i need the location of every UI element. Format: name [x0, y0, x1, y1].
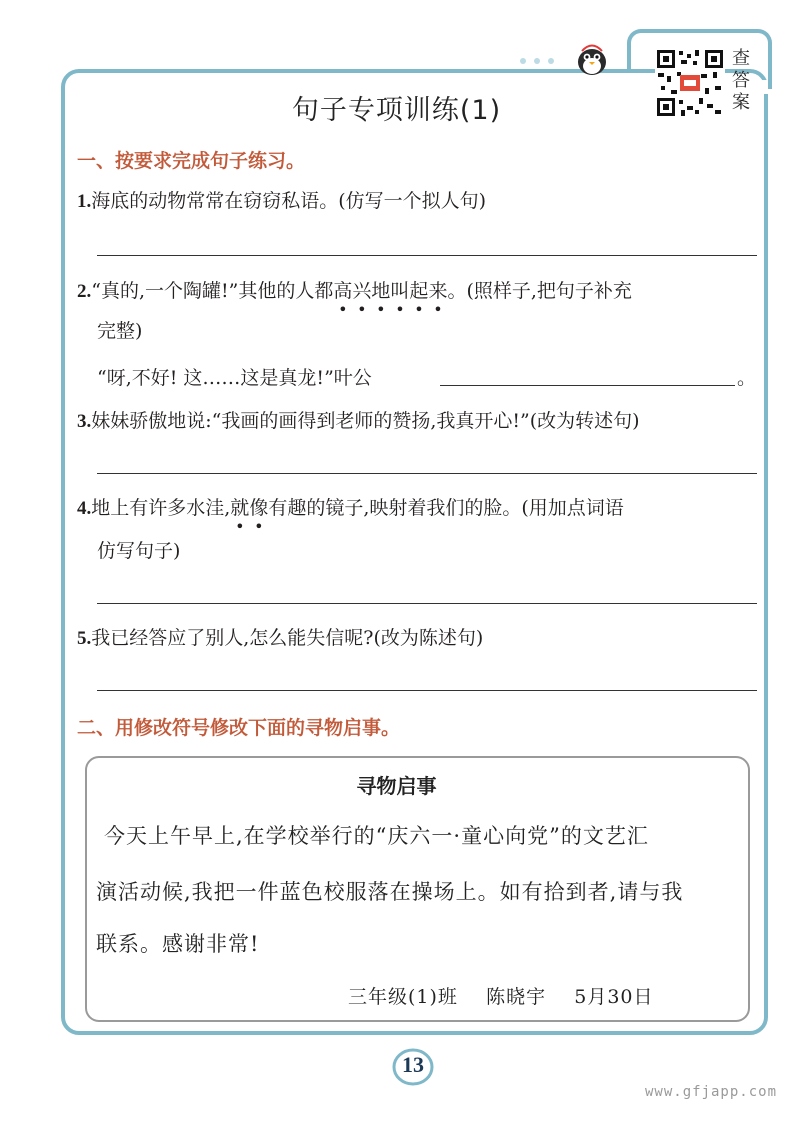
question-2-line3: “呀,不好! 这……这是真龙!”叶公: [97, 367, 372, 389]
question-2-end: 。: [737, 367, 757, 389]
notice-line-1: 今天上午早上,在学校举行的“庆六一·童心向党”的文艺汇: [104, 824, 649, 848]
question-1: 1.海底的动物常常在窃窃私语。(仿写一个拟人句): [77, 190, 487, 212]
page-title: 句子专项训练(1): [291, 95, 502, 126]
question-4: 4.地上有许多水洼,就像有趣的镜子,映射着我们的脸。(用加点词语: [77, 497, 624, 519]
page-number: 13: [402, 1052, 424, 1077]
watermark: www.gfjapp.com: [645, 1084, 778, 1100]
answer-line-4[interactable]: [97, 603, 757, 604]
question-4-line2: 仿写句子): [97, 540, 181, 562]
notice-title: 寻物启事: [356, 774, 437, 798]
question-2-line2: 完整): [97, 320, 143, 342]
section-2-heading: 二、用修改符号修改下面的寻物启事。: [77, 717, 401, 739]
check-answer-label: 查 答 案: [732, 48, 750, 113]
answer-line-3[interactable]: [97, 473, 757, 474]
question-5: 5.我已经答应了别人,怎么能失信呢?(改为陈述句): [77, 627, 484, 649]
notice-signature: 三年级(1)班 陈晓宇 5月30日: [348, 986, 654, 1008]
answer-line-5[interactable]: [97, 690, 757, 691]
answer-line-1[interactable]: [97, 255, 757, 256]
section-1-heading: 一、按要求完成句子练习。: [77, 150, 306, 172]
notice-line-2: 演活动候,我把一件蓝色校服落在操场上。如有拾到者,请与我: [96, 880, 684, 904]
penguin-mascot-icon: [572, 42, 612, 76]
answer-line-2[interactable]: [440, 385, 735, 386]
question-2: 2.“真的,一个陶罐!”其他的人都高兴地叫起来。(照样子,把句子补充: [77, 280, 632, 302]
question-3: 3.妹妹骄傲地说:“我画的画得到老师的赞扬,我真开心!”(改为转述句): [77, 410, 640, 432]
notice-line-3: 联系。感谢非常!: [96, 932, 260, 956]
